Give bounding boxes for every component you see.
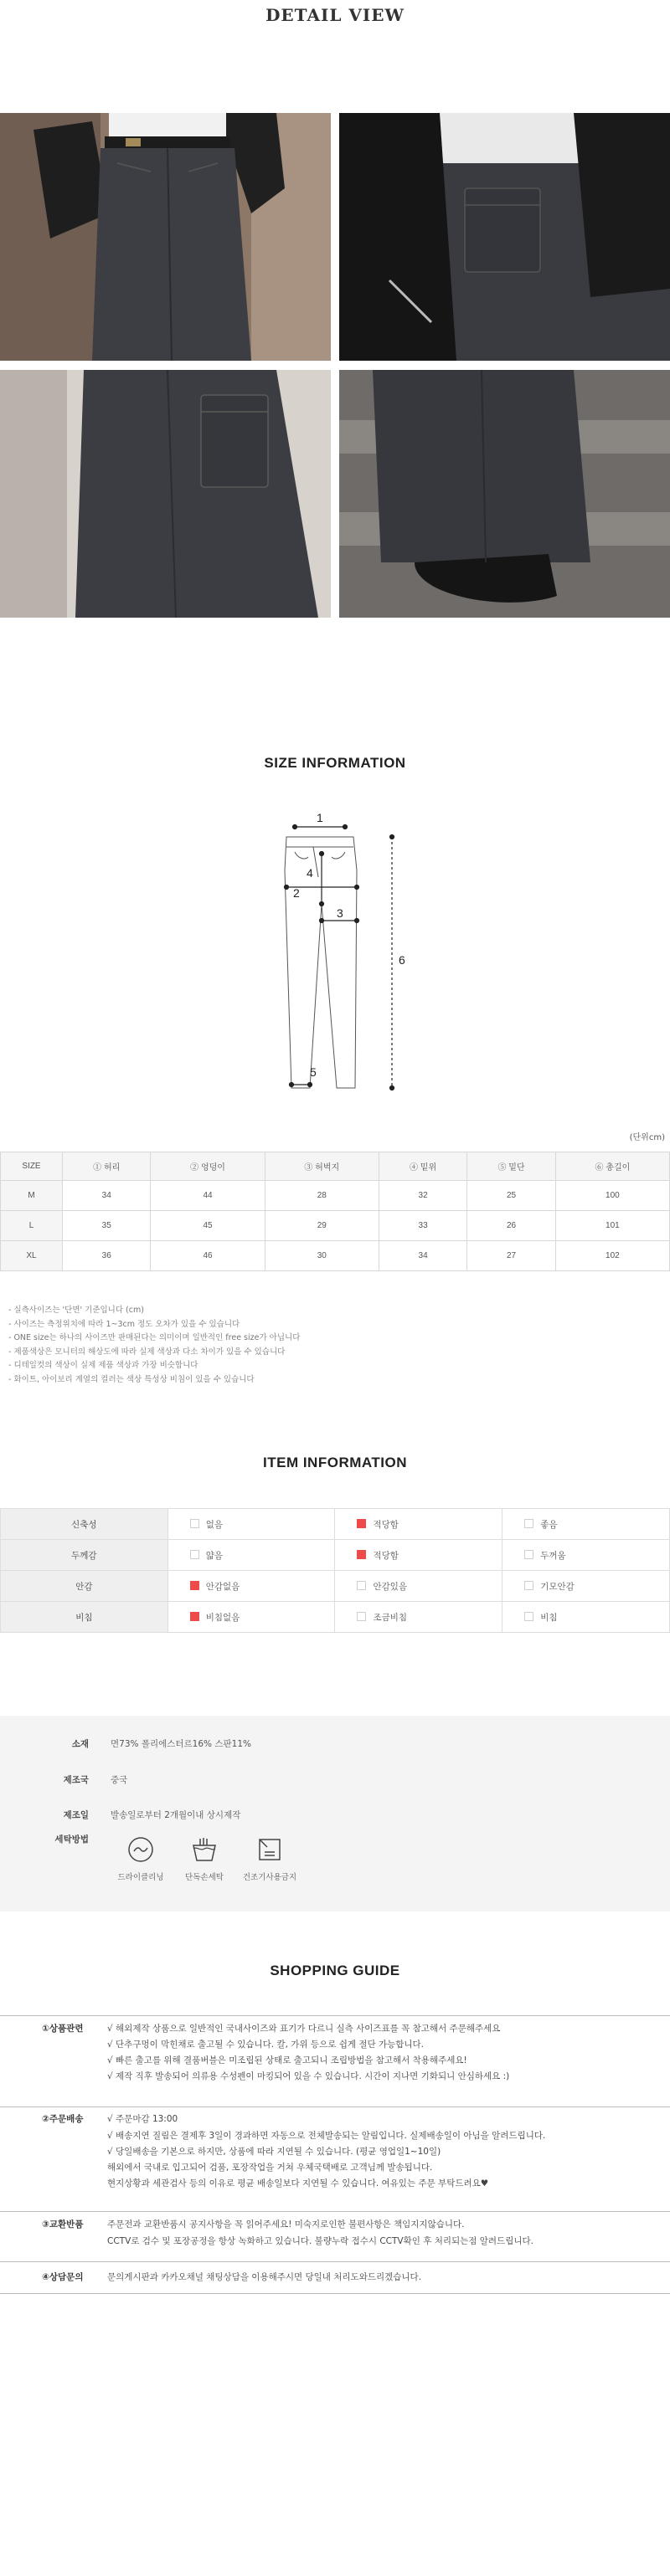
size-row-m — [1, 1181, 670, 1211]
diagram-label-2: 2 — [293, 886, 300, 900]
size-cell: 100 — [555, 1181, 669, 1211]
origin-value: 중국 — [111, 1775, 128, 1785]
manufacture-value: 발송일로부터 2개월이내 상시제작 — [111, 1810, 241, 1820]
item-option — [502, 1509, 670, 1540]
size-col-header: ⑥ 총길이 — [555, 1152, 669, 1181]
item-option — [168, 1571, 335, 1602]
guide-line: CCTV로 검수 및 포장공정을 항상 녹화하고 있습니다. 불량누락 접수시 CCTV확인 후 처리되는점 알려드립니다. — [107, 2236, 533, 2246]
origin-key: 제조국 — [63, 1775, 89, 1785]
size-note: - 디테일컷의 색상이 실제 제품 색상과 가장 비슷합니다 — [8, 1361, 198, 1370]
checkbox-icon — [524, 1612, 533, 1621]
divider — [0, 2106, 670, 2107]
diagram-label-5: 5 — [310, 1065, 317, 1079]
checkbox-checked-icon — [190, 1581, 199, 1590]
size-col-header: ⑤ 밑단 — [467, 1152, 555, 1181]
size-cell: 34 — [63, 1181, 151, 1211]
size-cell: 101 — [555, 1211, 669, 1241]
size-note: - 화이트, 아이보리 계열의 컬러는 색상 특성상 비침이 있을 수 있습니다 — [8, 1374, 255, 1384]
size-note: - 제품색상은 모니터의 해상도에 따라 실제 색상과 다소 차이가 있을 수 있습니다 — [8, 1347, 286, 1357]
detail-photo-pocket — [339, 113, 670, 361]
item-option-label: 비침없음 — [205, 1612, 240, 1623]
size-row-xl — [1, 1241, 670, 1271]
guide-section-key: ④상담문의 — [42, 2272, 84, 2282]
size-col-header: ④ 밑위 — [379, 1152, 466, 1181]
guide-section-key: ①상품관련 — [42, 2024, 84, 2034]
item-option-label: 조금비침 — [373, 1612, 408, 1623]
checkbox-checked-icon — [190, 1612, 199, 1621]
size-cell: 46 — [151, 1241, 265, 1271]
size-note: - ONE size는 하나의 사이즈만 판매된다는 의미이며 일반적인 free size가 아닙니다 — [8, 1333, 301, 1342]
item-info-title: ITEM INFORMATION — [263, 1455, 407, 1470]
size-table-header — [1, 1152, 670, 1181]
checkbox-checked-icon — [357, 1550, 366, 1559]
hand-wash-icon — [190, 1835, 219, 1864]
detail-photo-cargo-pocket — [0, 370, 331, 618]
detail-view-title: DETAIL VIEW — [265, 5, 405, 25]
size-note: - 사이즈는 측정위치에 따라 1~3cm 정도 오차가 있을 수 있습니다 — [8, 1319, 240, 1329]
size-cell: 33 — [379, 1211, 466, 1241]
divider — [0, 2293, 670, 2294]
size-notes — [8, 1304, 477, 1387]
guide-line: √ 빠른 출고를 위해 결품버블은 미조립된 상태로 출고되니 조립방법을 참고해서 착용해주세요! — [107, 2055, 467, 2065]
item-row-label: 안감 — [1, 1571, 168, 1602]
item-option — [502, 1571, 670, 1602]
item-option — [502, 1602, 670, 1633]
size-cell: M — [1, 1181, 63, 1211]
item-row-label: 두께감 — [1, 1540, 168, 1571]
material-panel — [0, 1716, 670, 1911]
guide-section-key: ②주문배송 — [42, 2114, 84, 2124]
item-option — [168, 1540, 335, 1571]
checkbox-checked-icon — [357, 1519, 366, 1528]
item-option — [168, 1602, 335, 1633]
guide-section-key: ③교환반품 — [42, 2219, 84, 2230]
divider — [0, 2261, 670, 2262]
size-col-header: SIZE — [1, 1152, 63, 1181]
wash-label: 단독손세탁 — [185, 1873, 224, 1882]
item-row-stretch — [1, 1509, 670, 1540]
size-unit-note: (단위cm) — [629, 1133, 665, 1142]
wash-key: 세탁방법 — [54, 1835, 89, 1845]
item-row-thickness — [1, 1540, 670, 1571]
item-option-label: 적당함 — [373, 1550, 399, 1561]
wash-item — [111, 1835, 171, 1882]
item-row-lining — [1, 1571, 670, 1602]
item-option-label: 두꺼움 — [540, 1550, 566, 1561]
size-cell: 27 — [467, 1241, 555, 1271]
size-cell: 102 — [555, 1241, 669, 1271]
divider — [0, 2211, 670, 2212]
guide-line: 문의게시판과 카카오채널 채팅상담을 이용해주시면 당일내 처리도와드리겠습니다. — [107, 2272, 422, 2282]
size-cell: 35 — [63, 1211, 151, 1241]
guide-line: √ 당일배송을 기본으로 하지만, 상품에 따라 지연될 수 있습니다. (평균 영업일1~10일) — [107, 2147, 441, 2157]
item-option-label: 안감있음 — [373, 1581, 408, 1592]
dry-clean-icon — [126, 1835, 155, 1864]
item-option — [335, 1509, 502, 1540]
size-cell: XL — [1, 1241, 63, 1271]
detail-photo-front — [0, 113, 331, 361]
wash-label: 드라이클리닝 — [117, 1873, 164, 1882]
shopping-guide-title: SHOPPING GUIDE — [270, 1963, 400, 1978]
size-table — [0, 1152, 670, 1271]
size-col-header: ① 허리 — [63, 1152, 151, 1181]
item-option — [168, 1509, 335, 1540]
material-value: 면73% 폴리에스터르16% 스판11% — [111, 1739, 251, 1749]
guide-line: 현지상황과 세관검사 등의 이유로 평균 배송일보다 지연될 수 있습니다. 여유있는 주문 부탁드려요♥ — [107, 2178, 489, 2189]
item-row-label: 신축성 — [1, 1509, 168, 1540]
detail-photo-hem — [339, 370, 670, 618]
item-option — [502, 1540, 670, 1571]
size-cell: 34 — [379, 1241, 466, 1271]
divider — [0, 2015, 670, 2016]
size-note: - 실측사이즈는 '단면' 기준입니다 (cm) — [8, 1306, 144, 1315]
checkbox-icon — [190, 1519, 199, 1528]
size-cell: 29 — [265, 1211, 379, 1241]
guide-line: √ 단추구멍이 막힌채로 출고될 수 있습니다. 칼, 가위 등으로 쉽게 절단 가능합니다. — [107, 2040, 424, 2050]
diagram-label-1: 1 — [317, 811, 323, 824]
checkbox-icon — [524, 1519, 533, 1528]
pants-size-diagram — [276, 803, 419, 1105]
guide-line: 주문전과 교환반품시 공지사항을 꼭 읽어주세요! 미숙지로인한 불편사항은 책임지지않습니다. — [107, 2219, 465, 2230]
diagram-label-4: 4 — [307, 866, 313, 880]
guide-line: √ 해외제작 상품으로 일반적인 국내사이즈와 표기가 다르니 실측 사이즈표를 꼭 참고해서 주문해주세요 — [107, 2024, 501, 2034]
size-cell: 36 — [63, 1241, 151, 1271]
item-option-label: 기모안감 — [540, 1581, 575, 1592]
shade-dry-icon — [255, 1835, 284, 1864]
item-option — [335, 1571, 502, 1602]
wash-item — [236, 1835, 303, 1882]
guide-line: √ 주문마감 13:00 — [107, 2114, 178, 2124]
guide-line: √ 제작 직후 발송되어 의류용 수성펜이 마킹되어 있을 수 있습니다. 시간이 지나면 기화되니 안심하세요 :) — [107, 2071, 510, 2081]
size-col-header: ③ 허벅지 — [265, 1152, 379, 1181]
item-option-label: 안감없음 — [205, 1581, 240, 1592]
size-cell: L — [1, 1211, 63, 1241]
guide-line: 해외에서 국내로 입고되어 검품, 포장작업을 거쳐 우체국택배로 고객님께 발송됩니다. — [107, 2163, 433, 2173]
item-option-label: 비침 — [540, 1612, 558, 1623]
size-cell: 32 — [379, 1181, 466, 1211]
size-info-title: SIZE INFORMATION — [264, 755, 406, 771]
checkbox-icon — [524, 1550, 533, 1559]
size-row-l — [1, 1211, 670, 1241]
item-info-table — [0, 1508, 670, 1633]
item-row-label: 비침 — [1, 1602, 168, 1633]
item-option-label: 얇음 — [205, 1550, 223, 1561]
diagram-label-6: 6 — [399, 953, 405, 967]
checkbox-icon — [357, 1612, 366, 1621]
manufacture-key: 제조일 — [63, 1810, 89, 1820]
item-row-sheer — [1, 1602, 670, 1633]
guide-line: √ 배송지연 질림은 결제후 3일이 경과하면 자동으로 전체발송되는 알림입니다. 실제배송일이 아님을 알려드립니다. — [107, 2131, 546, 2141]
item-option-label: 없음 — [205, 1519, 223, 1530]
size-cell: 25 — [467, 1181, 555, 1211]
checkbox-icon — [524, 1581, 533, 1590]
size-cell: 44 — [151, 1181, 265, 1211]
item-option-label: 좋음 — [540, 1519, 558, 1530]
size-cell: 30 — [265, 1241, 379, 1271]
checkbox-icon — [357, 1581, 366, 1590]
material-key: 소재 — [71, 1739, 89, 1749]
size-cell: 28 — [265, 1181, 379, 1211]
item-option — [335, 1540, 502, 1571]
diagram-label-3: 3 — [337, 906, 343, 920]
size-cell: 26 — [467, 1211, 555, 1241]
item-option-label: 적당함 — [373, 1519, 399, 1530]
size-col-header: ② 엉덩이 — [151, 1152, 265, 1181]
wash-label: 건조기사용금지 — [242, 1873, 297, 1882]
size-cell: 45 — [151, 1211, 265, 1241]
item-option — [335, 1602, 502, 1633]
checkbox-icon — [190, 1550, 199, 1559]
wash-item — [178, 1835, 231, 1882]
